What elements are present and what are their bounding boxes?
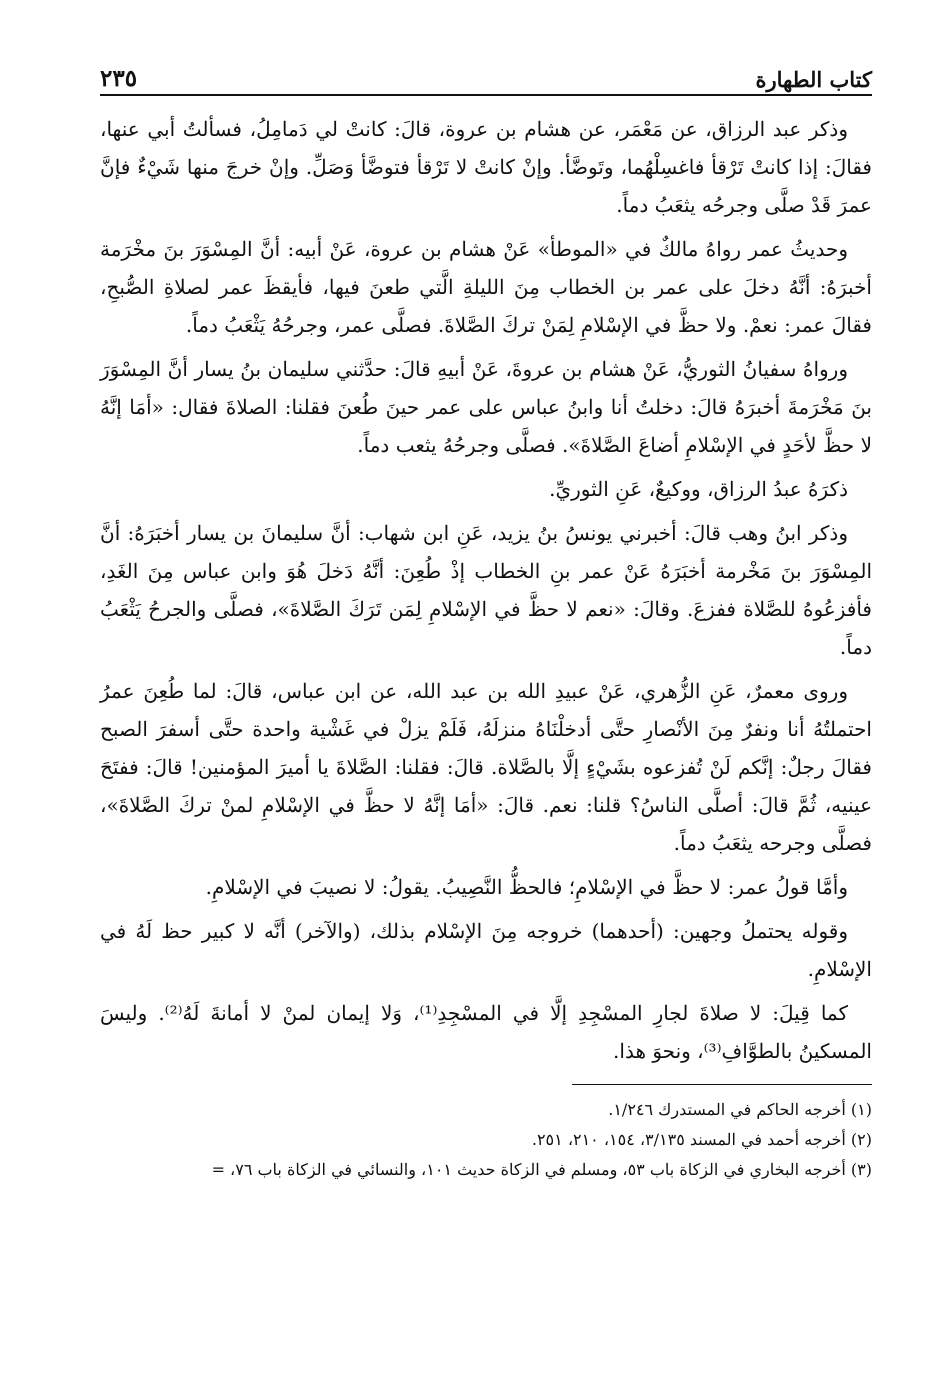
book-title: كتاب الطهارة <box>755 67 872 92</box>
page-header <box>100 40 872 96</box>
main-text <box>100 110 872 1070</box>
footnotes <box>100 1095 872 1185</box>
footnote-2: (٢) أخرجه أحمد في المسند ٣/١٣٥، ١٥٤، ٢١٠، ٢٥١. <box>531 1130 872 1149</box>
paragraph-6: وروى معمرٌ، عَنِ الزُّهري، عَنْ عبيدِ الله بن عبد الله، عن ابن عباس، قالَ: لما طُعِنَ عمرُ احتملتُهُ أنا ونفرٌ مِنَ الأنْصارِ حتَّى أدخلْنَاهُ منزلَهُ، فَلَمْ يزلْ في غَشْية واحدة حتَّى أسفرَ الصبح فقالَ رجلٌ: إنَّكم لَنْ تُفزعوه بشَيْءٍ إلَّا بالصَّلاة. قالَ: فقلنا: الصَّلاةَ يا أميرَ المؤمنين! قالَ: ففتَحَ عينيه، ثُمَّ قالَ: أصلَّى الناسُ؟ قلنا: نعم. قالَ: «أمَا إنَّهُ لا حظَّ في الإسْلامِ لمنْ تركَ الصَّلاةَ»، فصلَّى وجرحه يثعَبُ دماً. <box>100 679 872 855</box>
paragraph-2: وحديثُ عمر رواهُ مالكٌ في «الموطأ» عَنْ هشام بن عروة، عَنْ أبيه: أنَّ المِسْوَرَ بنَ مخْرَمة أخبرَهُ: أنَّهُ دخلَ على عمر بن الخطاب مِنَ الليلةِ الَّتي طعنَ فيها، فأيقظَ عمر لصلاةِ الصُّبحِ، فقالَ عمر: نعمْ. ولا حظَّ في الإسْلامِ لِمَنْ تركَ الصَّلاةَ. فصلَّى عمر، وجرحُهُ يَثْعَبُ دماً. <box>100 237 872 337</box>
paragraph-3: ورواهُ سفيانُ الثوريُّ، عَنْ هشام بن عروةَ، عَنْ أبيهِ قالَ: حدَّثني سليمان بنُ يسار أنَّ المِسْوَرَ بنَ مَخْرَمةَ أخبرَهُ قالَ: دخلتُ أنا وابنُ عباس على عمر حينَ طُعنَ فقلنا: الصلاةَ فقال: «أمَا إنَّهُ لا حظَّ لأحَدٍ في الإسْلامِ أضاعَ الصَّلاةَ». فصلَّى وجرحُهُ يثعب دماً. <box>100 357 872 457</box>
page-number: ٢٣٥ <box>100 65 138 92</box>
paragraph-4: ذكرَهُ عبدُ الرزاق، ووكيعٌ، عَنِ الثوريِّ. <box>549 477 848 501</box>
footnote-3: (٣) أخرجه البخاري في الزكاة باب ٥٣، ومسلم في الزكاة حديث ١٠١، والنسائي في الزكاة باب ٧٦، = <box>211 1160 872 1179</box>
paragraph-7: وأمَّا قولُ عمر: لا حظَّ في الإسْلامِ؛ فالحظُّ النَّصِيبُ. يقولُ: لا نصيبَ في الإسْلامِ. <box>205 875 848 899</box>
footnote-1: (١) أخرجه الحاكم في المستدرك ١/٢٤٦. <box>608 1100 872 1119</box>
paragraph-8: وقوله يحتملُ وجهين: (أحدهما) خروجه مِنَ الإسْلام بذلك، (والآخر) أنَّه لا كبير حظ لَهُ في الإسْلامِ. <box>100 919 872 981</box>
paragraph-1: وذكر عبد الرزاق، عن مَعْمَر، عن هشام بن عروة، قالَ: كانتْ لي دَمامِلُ، فسألتُ أبي عنها، فقالَ: إذا كانتْ تَرْقأ فاغسِلْهُما، وتَوضَّأ. وإنْ كانتْ لا تَرْقأ فتوضَّأ وَصَلِّ. وإنْ خرجَ منها شَيْءٌ فإنَّ عمرَ قَدْ صلَّى وجرحُه يثعَبُ دماً. <box>100 117 872 217</box>
footnote-divider <box>572 1084 872 1085</box>
paragraph-9: كما قِيلَ: لا صلاةَ لجارِ المسْجِدِ إلَّا في المسْجِدِ⁽¹⁾، وَلا إيمان لمنْ لا أمانةَ لَهُ⁽²⁾. وليسَ المسكينُ بالطوَّافِ⁽³⁾، ونحوَ هذا. <box>100 1001 872 1063</box>
paragraph-5: وذكر ابنُ وهب قالَ: أخبرني يونسُ بنُ يزيد، عَنِ ابن شهاب: أنَّ سليمانَ بن يسار أخبَرَهُ: أنَّ المِسْوَرَ بنَ مَخْرمة أخبَرَهُ عَنْ عمر بنِ الخطاب إذْ طُعِنَ: أنَّهُ دَخلَ هُوَ وابن عباس مِنَ الغَدِ، فأفزعُوهُ للصَّلاة ففزعَ. وقالَ: «نعم لا حظَّ في الإسْلامِ لِمَن تَرَكَ الصَّلاةَ»، فصلَّى والجرحُ يَثْعَبُ دماً. <box>100 521 872 659</box>
